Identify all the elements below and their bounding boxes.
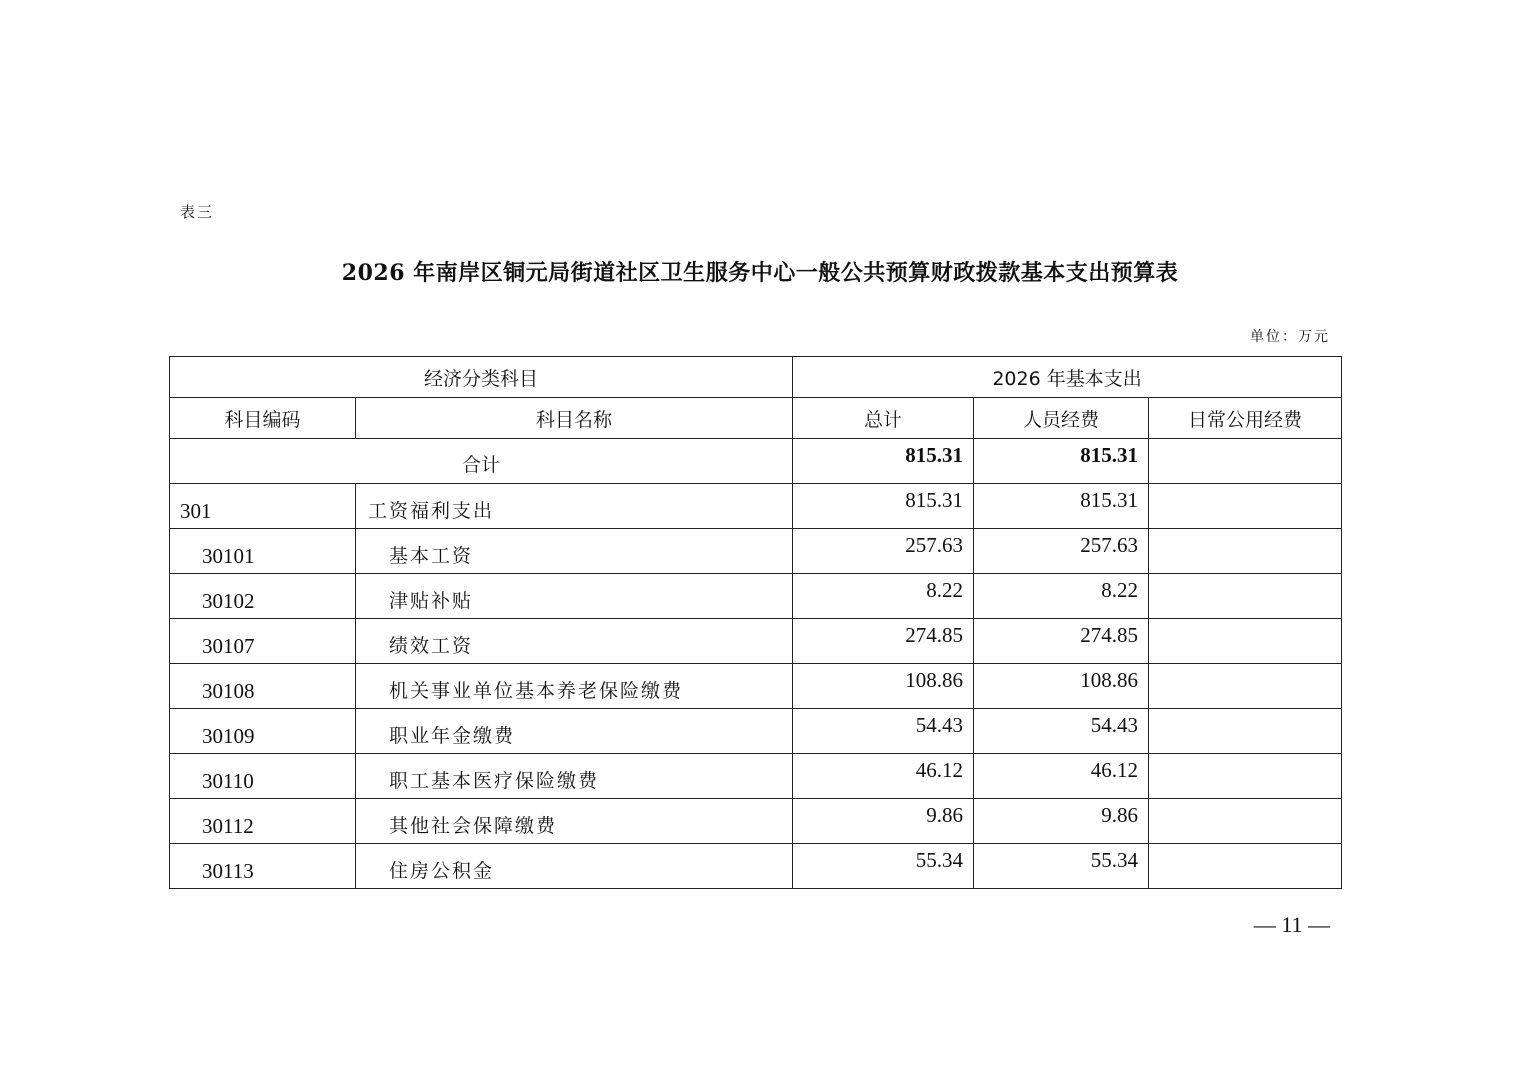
row-daily (1149, 844, 1342, 889)
header-group-row (170, 357, 1342, 398)
header-total: 总计 (793, 398, 974, 439)
row-name: 津贴补贴 (356, 574, 793, 619)
header-name: 科目名称 (356, 398, 793, 439)
summary-total: 815.31 (793, 439, 974, 484)
budget-table (169, 356, 1342, 889)
table-row (170, 709, 1342, 754)
summary-personnel: 815.31 (974, 439, 1149, 484)
table-body (170, 439, 1342, 889)
row-daily (1149, 799, 1342, 844)
row-name: 基本工资 (356, 529, 793, 574)
header-code: 科目编码 (170, 398, 356, 439)
row-personnel: 108.86 (974, 664, 1149, 709)
row-name: 其他社会保障缴费 (356, 799, 793, 844)
unit-note: 单位：万元 (1250, 329, 1330, 345)
document-title: 2026 年南岸区铜元局街道社区卫生服务中心一般公共预算财政拨款基本支出预算表 (341, 260, 1179, 286)
row-total: 46.12 (793, 754, 974, 799)
table-label: 表三 (180, 203, 215, 221)
table-row (170, 664, 1342, 709)
table-row (170, 844, 1342, 889)
row-name: 机关事业单位基本养老保险缴费 (356, 664, 793, 709)
row-daily (1149, 484, 1342, 529)
row-total: 9.86 (793, 799, 974, 844)
table-row (170, 574, 1342, 619)
row-daily (1149, 664, 1342, 709)
header-column-row (170, 398, 1342, 439)
row-total: 257.63 (793, 529, 974, 574)
row-code: 30102 (170, 574, 356, 619)
row-code: 30107 (170, 619, 356, 664)
row-code: 30109 (170, 709, 356, 754)
row-daily (1149, 709, 1342, 754)
row-name: 绩效工资 (356, 619, 793, 664)
row-total: 8.22 (793, 574, 974, 619)
table-row (170, 619, 1342, 664)
row-daily (1149, 529, 1342, 574)
row-personnel: 55.34 (974, 844, 1149, 889)
row-name: 职业年金缴费 (356, 709, 793, 754)
row-code: 30112 (170, 799, 356, 844)
row-personnel: 257.63 (974, 529, 1149, 574)
row-personnel: 54.43 (974, 709, 1149, 754)
page-number: — 11 — (1253, 912, 1330, 937)
header-basic-expenditure: 2026 年基本支出 (793, 357, 1342, 398)
row-code: 301 (170, 484, 356, 529)
table-row (170, 484, 1342, 529)
row-total: 274.85 (793, 619, 974, 664)
summary-daily (1149, 439, 1342, 484)
row-total: 55.34 (793, 844, 974, 889)
row-personnel: 274.85 (974, 619, 1149, 664)
row-total: 108.86 (793, 664, 974, 709)
row-total: 54.43 (793, 709, 974, 754)
row-daily (1149, 754, 1342, 799)
row-daily (1149, 619, 1342, 664)
row-personnel: 815.31 (974, 484, 1149, 529)
header-daily: 日常公用经费 (1149, 398, 1342, 439)
summary-label: 合计 (170, 439, 793, 484)
row-personnel: 46.12 (974, 754, 1149, 799)
header-personnel: 人员经费 (974, 398, 1149, 439)
row-name: 住房公积金 (356, 844, 793, 889)
row-code: 30101 (170, 529, 356, 574)
table-row (170, 754, 1342, 799)
row-name: 工资福利支出 (356, 484, 793, 529)
row-personnel: 8.22 (974, 574, 1149, 619)
row-daily (1149, 574, 1342, 619)
table-row (170, 799, 1342, 844)
row-personnel: 9.86 (974, 799, 1149, 844)
header-economic-classification: 经济分类科目 (170, 357, 793, 398)
row-total: 815.31 (793, 484, 974, 529)
row-code: 30108 (170, 664, 356, 709)
row-name: 职工基本医疗保险缴费 (356, 754, 793, 799)
summary-row (170, 439, 1342, 484)
table-row (170, 529, 1342, 574)
row-code: 30110 (170, 754, 356, 799)
row-code: 30113 (170, 844, 356, 889)
